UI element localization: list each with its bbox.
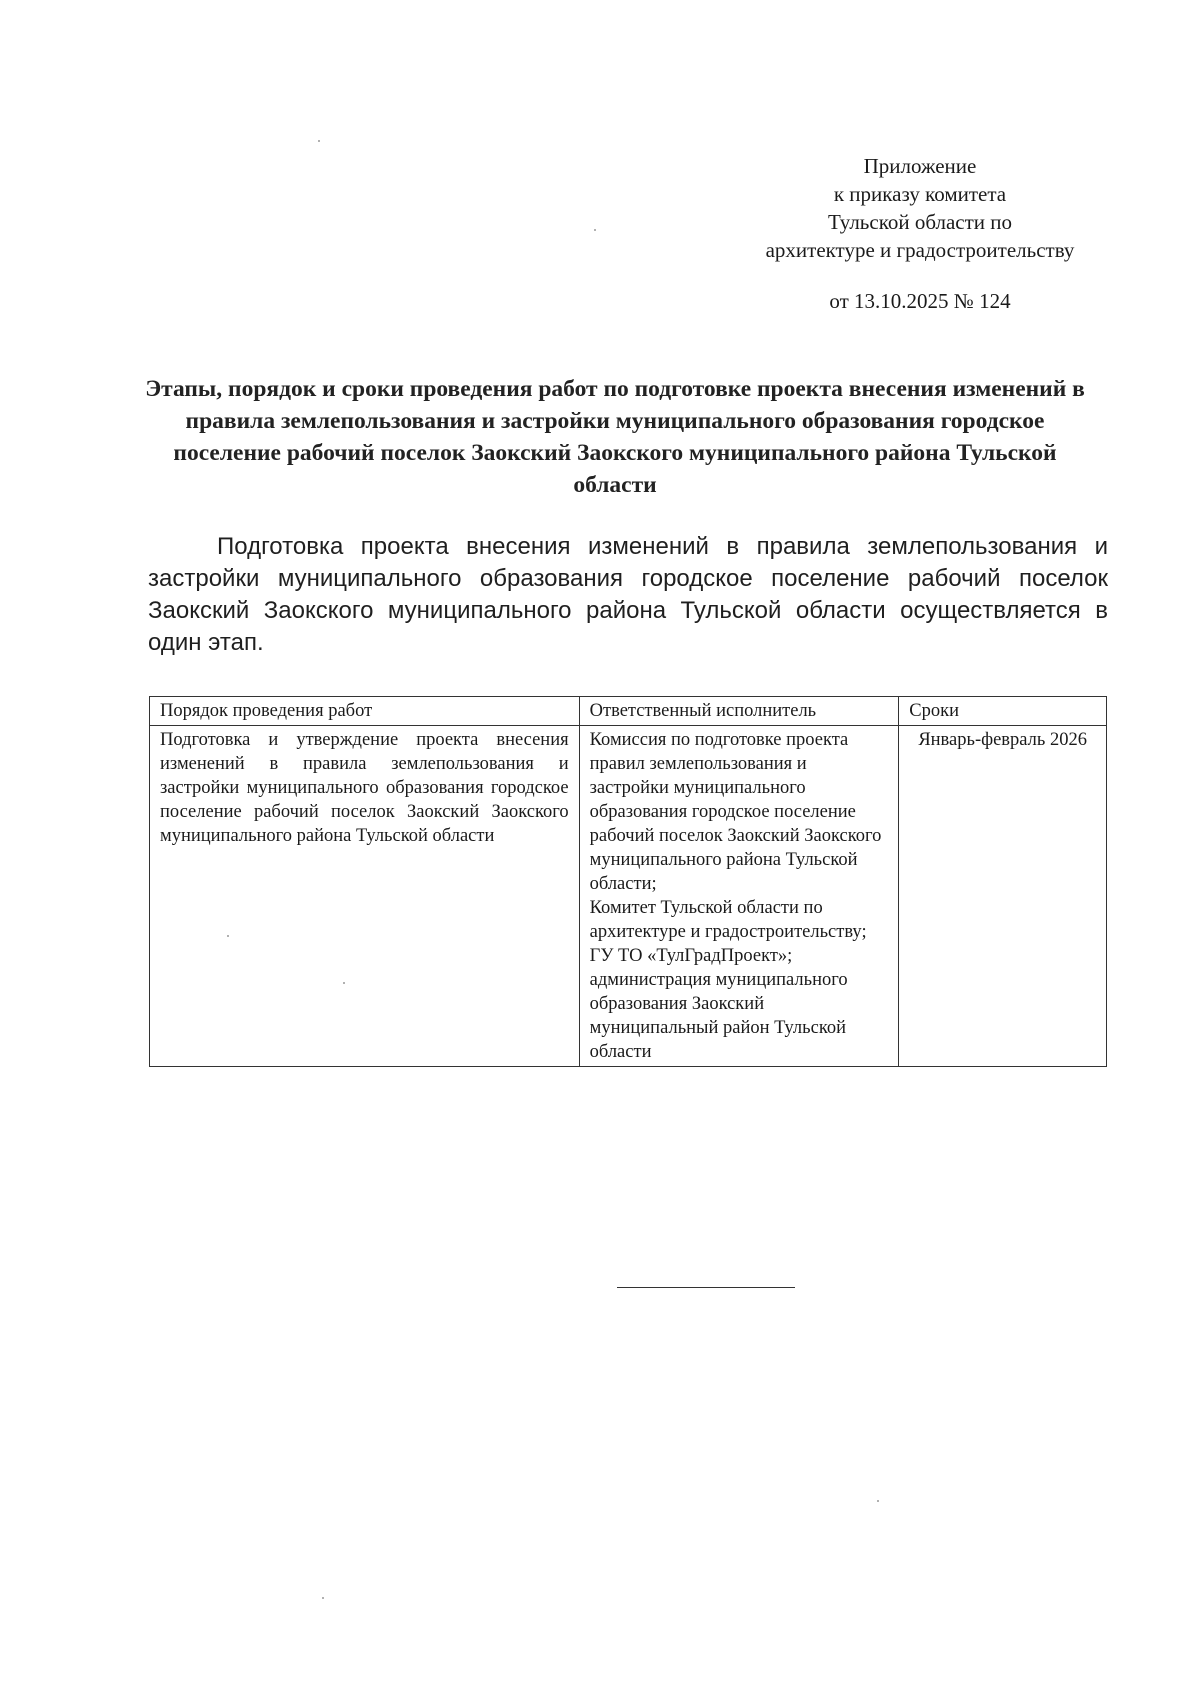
cell-deadline: Январь-февраль 2026: [899, 726, 1107, 1067]
appendix-line: Тульской области по: [827, 210, 1013, 234]
scan-speck: [343, 982, 345, 984]
executor-item: администрация муниципального образования Заокский муниципальный район Тульской области: [589, 970, 848, 1062]
appendix-line: к приказу комитета: [833, 182, 1007, 206]
schedule-table: [149, 696, 1107, 1067]
appendix-line: Приложение: [863, 154, 977, 178]
scan-speck: [318, 140, 320, 142]
intro-paragraph: Подготовка проекта внесения изменений в правила землепользования и застройки муниципального образования городское поселение рабочий поселок Заокский Заокского муниципального района Тульской области осуществляется в один этап.: [148, 533, 1108, 656]
scan-speck: [322, 1597, 324, 1599]
scan-speck: [227, 935, 229, 937]
executor-item: ГУ ТО «ТулГрадПроект»;: [589, 946, 793, 966]
appendix-line: архитектуре и градостроительству: [765, 238, 1075, 262]
cell-executors: [579, 726, 899, 1067]
cell-work: Подготовка и утверждение проекта внесения изменений в правила землепользования и застройки муниципального образования городское поселение рабочий поселок Заокский Заокского муниципального района Тульской области: [150, 726, 580, 1067]
table-header-row: [150, 697, 1107, 726]
header-work-order: Порядок проведения работ: [150, 697, 580, 726]
executor-item: Комиссия по подготовке проекта правил землепользования и застройки муниципального образования городское поселение рабочий поселок Заокский Заокского муниципального района Тульской области;: [589, 730, 882, 894]
closing-rule: [617, 1287, 795, 1288]
order-date-number: от 13.10.2025 № 124: [829, 289, 1011, 313]
document-title: Этапы, порядок и сроки проведения работ по подготовке проекта внесения изменений в правила землепользования и застройки муниципального образования городское поселение рабочий поселок Заокский Заокского муниципального района Тульской области: [145, 376, 1085, 498]
header-deadline: Сроки: [899, 697, 1107, 726]
header-responsible: Ответственный исполнитель: [579, 697, 899, 726]
executor-item: Комитет Тульской области по архитектуре и градостроительству;: [589, 898, 867, 942]
table-row: [150, 726, 1107, 1067]
appendix-block: [700, 152, 1140, 264]
scan-speck: [594, 229, 596, 231]
scan-speck: [877, 1500, 879, 1502]
